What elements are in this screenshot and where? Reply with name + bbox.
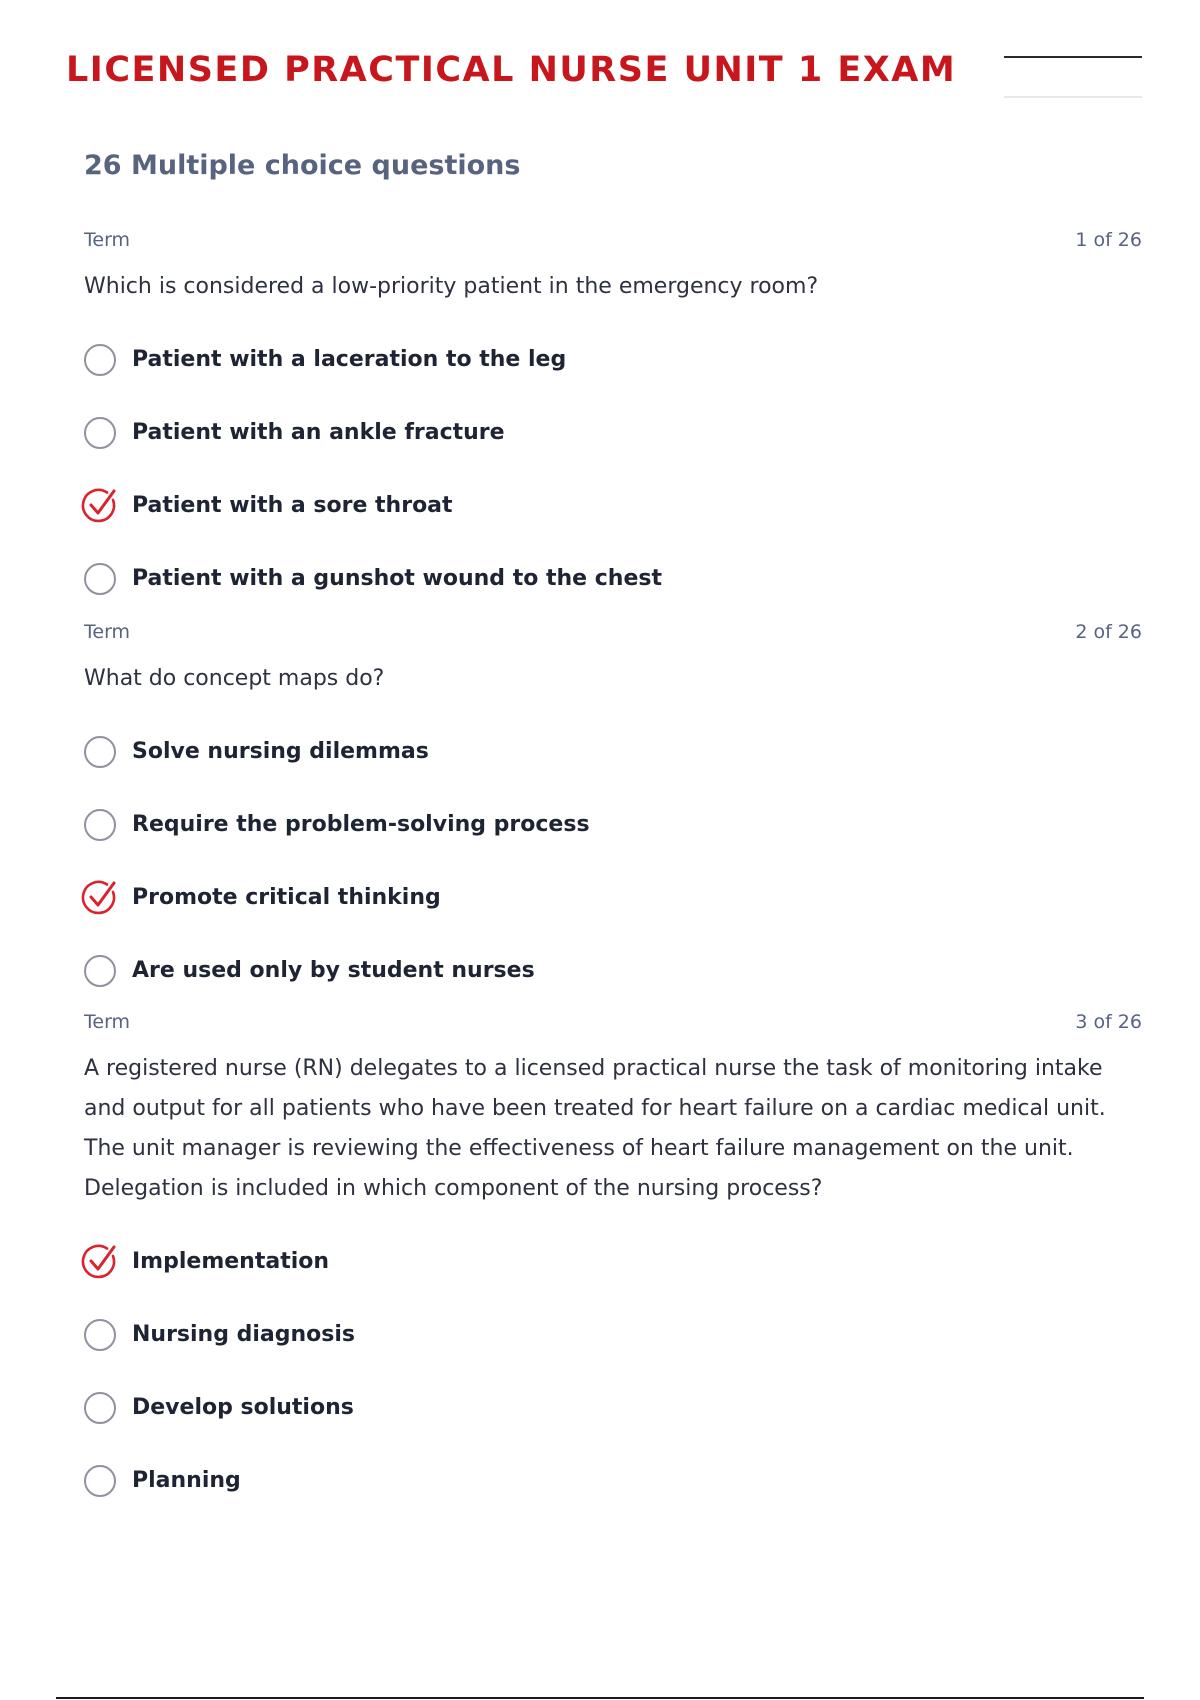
option-label: Nursing diagnosis: [132, 1322, 356, 1347]
question-text: What do concept maps do?: [84, 666, 385, 691]
header-divider: [1004, 56, 1142, 58]
question-counter: 1 of 26: [1075, 229, 1142, 251]
answer-option[interactable]: [84, 1298, 1142, 1371]
term-label: Term: [84, 229, 131, 251]
term-label: Term: [84, 621, 131, 643]
radio-circle-icon[interactable]: [84, 563, 116, 595]
option-label: Patient with a gunshot wound to the chest: [132, 566, 662, 591]
radio-circle-icon[interactable]: [84, 1465, 116, 1497]
answer-options: [84, 1225, 1142, 1517]
answer-option[interactable]: [84, 788, 1142, 861]
radio-circle-icon[interactable]: [84, 1392, 116, 1424]
checkmark-circle-icon[interactable]: [80, 486, 120, 526]
answer-options: [84, 323, 1142, 615]
checkmark-circle-icon[interactable]: [80, 1242, 120, 1282]
answer-option[interactable]: [84, 542, 1142, 615]
option-label: Patient with a laceration to the leg: [132, 347, 567, 372]
answer-option[interactable]: [84, 1225, 1142, 1298]
question-text: Which is considered a low-priority patient in the emergency room?: [84, 274, 819, 299]
footer-divider: [56, 1697, 1144, 1699]
option-label: Patient with a sore throat: [132, 493, 453, 518]
question-text: A registered nurse (RN) delegates to a licensed practical nurse the task of monitoring intake and output for all patients who have been treated for heart failure on a cardiac medical unit. The unit manager is reviewing the effectiveness of heart failure management on the unit. Delegation is included in which component of the nursing process?: [84, 1056, 1106, 1201]
question-card: [84, 1011, 1142, 1517]
option-label: Are used only by student nurses: [132, 958, 535, 983]
radio-circle-icon[interactable]: [84, 344, 116, 376]
answer-option[interactable]: [84, 1371, 1142, 1444]
header-divider-light: [1004, 96, 1142, 98]
radio-circle-icon[interactable]: [84, 955, 116, 987]
question-counter: 3 of 26: [1075, 1011, 1142, 1033]
answer-options: [84, 715, 1142, 1007]
question-counter: 2 of 26: [1075, 621, 1142, 643]
radio-circle-icon[interactable]: [84, 736, 116, 768]
option-label: Implementation: [132, 1249, 330, 1274]
checkmark-circle-icon[interactable]: [80, 878, 120, 918]
answer-option[interactable]: [84, 323, 1142, 396]
option-label: Planning: [132, 1468, 241, 1493]
radio-circle-icon[interactable]: [84, 417, 116, 449]
answer-option[interactable]: [84, 469, 1142, 542]
document-title: LICENSED PRACTICAL NURSE UNIT 1 EXAM: [66, 50, 957, 90]
radio-circle-icon[interactable]: [84, 1319, 116, 1351]
answer-option[interactable]: [84, 396, 1142, 469]
question-card: [84, 229, 1142, 615]
option-label: Develop solutions: [132, 1395, 354, 1420]
option-label: Require the problem-solving process: [132, 812, 590, 837]
option-label: Patient with an ankle fracture: [132, 420, 505, 445]
answer-option[interactable]: [84, 861, 1142, 934]
answer-option[interactable]: [84, 715, 1142, 788]
question-card: [84, 621, 1142, 1007]
section-heading: 26 Multiple choice questions: [84, 150, 521, 181]
option-label: Solve nursing dilemmas: [132, 739, 429, 764]
option-label: Promote critical thinking: [132, 885, 441, 910]
term-label: Term: [84, 1011, 131, 1033]
answer-option[interactable]: [84, 1444, 1142, 1517]
answer-option[interactable]: [84, 934, 1142, 1007]
radio-circle-icon[interactable]: [84, 809, 116, 841]
